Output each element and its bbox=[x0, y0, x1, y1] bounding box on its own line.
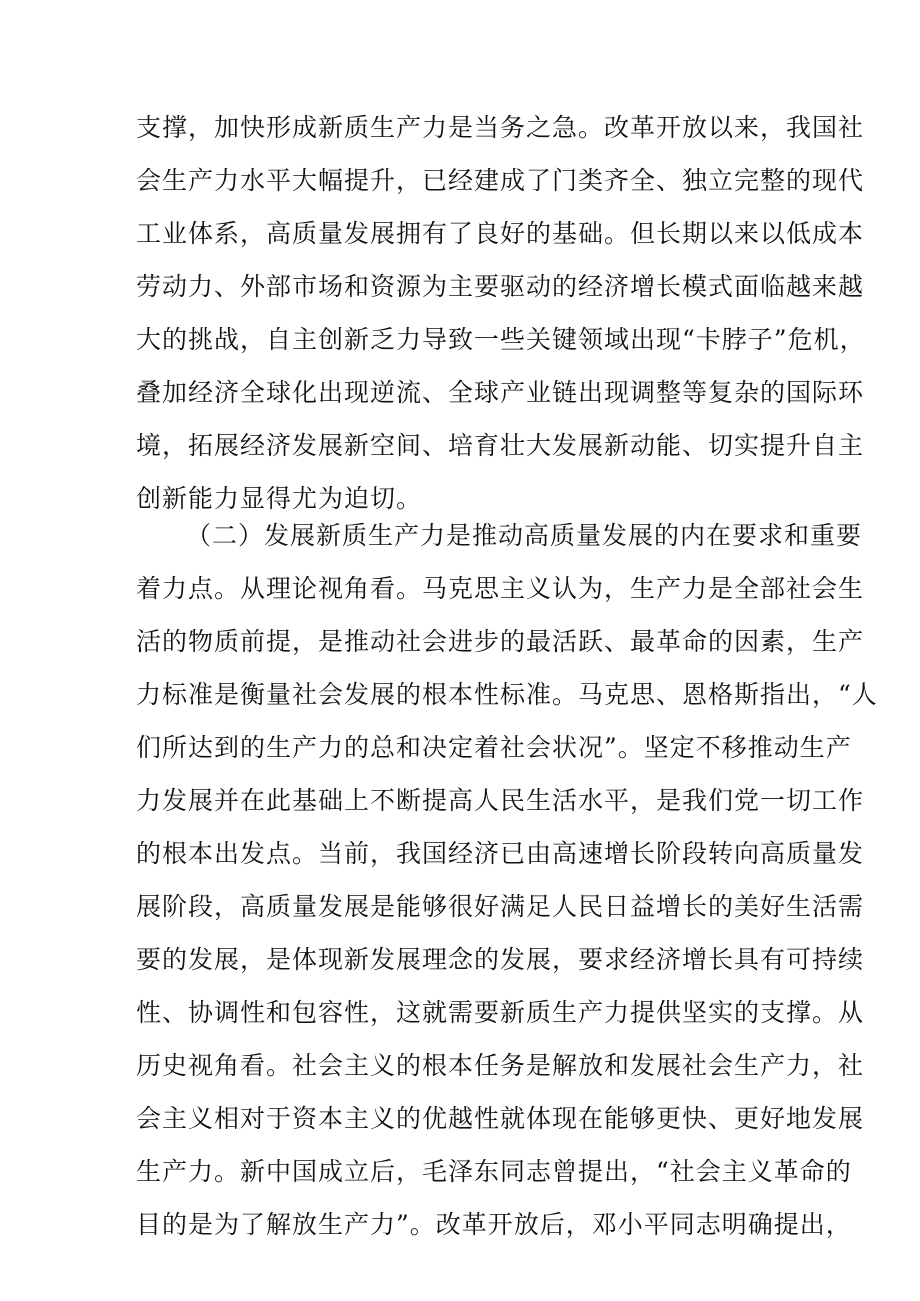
text-line: 工业体系，高质量发展拥有了良好的基础。但长期以来以低成本 bbox=[136, 219, 865, 248]
text-line: 力发展并在此基础上不断提高人民生活水平，是我们党一切工作 bbox=[136, 786, 865, 815]
text-line: 目的是为了解放生产力”。改革开放后，邓小平同志明确提出， bbox=[136, 1210, 852, 1239]
text-line: 着力点。从理论视角看。马克思主义认为，生产力是全部社会生 bbox=[136, 574, 865, 603]
text-line: 会生产力水平大幅提升，已经建成了门类齐全、独立完整的现代 bbox=[136, 166, 865, 195]
text-line: 生产力。新中国成立后，毛泽东同志曾提出，“社会主义革命的 bbox=[136, 1157, 852, 1186]
text-line: 会主义相对于资本主义的优越性就体现在能够更快、更好地发展 bbox=[136, 1104, 865, 1133]
paragraph-2 bbox=[136, 509, 878, 1251]
text-line: 的根本出发点。当前，我国经济已由高速增长阶段转向高质量发 bbox=[136, 839, 865, 868]
text-line: 要的发展，是体现新发展理念的发展，要求经济增长具有可持续 bbox=[136, 945, 865, 974]
text-line: 创新能力显得尤为迫切。 bbox=[136, 484, 423, 513]
text-line: 支撑，加快形成新质生产力是当务之急。改革开放以来，我国社 bbox=[136, 113, 865, 142]
text-line: 活的物质前提，是推动社会进步的最活跃、最革命的因素，生产 bbox=[136, 627, 865, 656]
text-line: 性、协调性和包容性，这就需要新质生产力提供坚实的支撑。从 bbox=[136, 998, 865, 1027]
text-line: 历史视角看。社会主义的根本任务是解放和发展社会生产力，社 bbox=[136, 1051, 865, 1080]
paragraph-1 bbox=[136, 101, 866, 525]
text-line: 展阶段，高质量发展是能够很好满足人民日益增长的美好生活需 bbox=[136, 892, 865, 921]
text-line: （二）发展新质生产力是推动高质量发展的内在要求和重要 bbox=[186, 521, 863, 550]
text-line: 力标准是衡量社会发展的根本性标准。马克思、恩格斯指出，“人 bbox=[136, 680, 878, 709]
text-line: 叠加经济全球化出现逆流、全球产业链出现调整等复杂的国际环 bbox=[136, 378, 865, 407]
text-line: 大的挑战，自主创新乏力导致一些关键领域出现“卡脖子”危机， bbox=[136, 325, 866, 354]
text-line: 境，拓展经济发展新空间、培育壮大发展新动能、切实提升自主 bbox=[136, 431, 865, 460]
text-line: 们所达到的生产力的总和决定着社会状况”。坚定不移推动生产 bbox=[136, 733, 852, 762]
text-line: 劳动力、外部市场和资源为主要驱动的经济增长模式面临越来越 bbox=[136, 272, 865, 301]
